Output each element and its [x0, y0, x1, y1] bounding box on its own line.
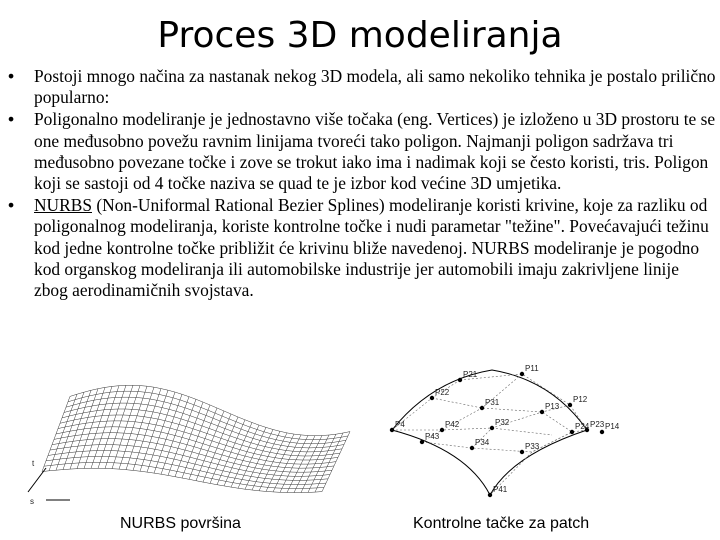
- control-point: [540, 410, 544, 414]
- bullet-item: [8, 66, 716, 108]
- control-points: [390, 364, 620, 497]
- control-point: [568, 403, 572, 407]
- control-point-label: P31: [485, 398, 500, 407]
- bullet-list: [8, 66, 716, 302]
- control-point: [420, 440, 424, 444]
- control-point: [570, 430, 574, 434]
- control-point: [470, 446, 474, 450]
- bullet-icon: •: [8, 66, 15, 86]
- control-point-label: P32: [495, 418, 510, 427]
- bullet-icon: •: [8, 109, 15, 130]
- control-point: [520, 372, 524, 376]
- control-point: [600, 430, 604, 434]
- bullet-icon: •: [8, 195, 15, 216]
- control-point: [488, 493, 492, 497]
- control-point-label: P23: [590, 420, 605, 429]
- control-point-label: P42: [445, 420, 460, 429]
- control-point: [440, 428, 444, 432]
- bullet-item: [8, 195, 716, 301]
- control-point-label: P13: [545, 402, 560, 411]
- left-figure-caption: NURBS površina: [120, 515, 241, 532]
- nurbs-link[interactable]: NURBS: [34, 195, 92, 216]
- surface-wireframe: [42, 385, 350, 492]
- control-point-label: P11: [525, 364, 539, 373]
- bullet-text: (Non-Uniformal Rational Bezier Splines) modeliranje koristi krivine, koje za razliku od poligonalnog modeliranja, koriste kontrolne točke i nudi parametar "težine". Povećavajući težinu kod jedne kontrolne točke približit će krivinu bliže navedenoj. NURBS modeliranje je pogodno kod organskog modeliranja ili automobilske industrije jer automobili imaju zakrivljene linije zbog aerodinamičnih svojstava.: [34, 195, 709, 301]
- bullet-text: Postoji mnogo načina za nastanak nekog 3D modela, ali samo nekoliko tehnika je postalo prilično popularno:: [34, 66, 716, 108]
- control-point-label: P4: [395, 420, 405, 429]
- control-point: [430, 396, 434, 400]
- patch-outline: [392, 370, 587, 495]
- s-axis-label: s: [30, 497, 34, 506]
- t-axis-icon: [28, 468, 46, 492]
- right-figure-caption: Kontrolne tačke za patch: [413, 515, 590, 532]
- control-point-label: P21: [463, 370, 478, 379]
- control-point-label: P34: [475, 438, 490, 447]
- control-point: [458, 378, 462, 382]
- bullet-text: Poligonalno modeliranje je jednostavno više točaka (eng. Vertices) je izloženo u 3D prostoru te se one međusobno povežu ravnim linijama tvoreći tako poligon. Najmanji poligon sadržava tri međusobno povezane točke i zove se trokut iako ima i nadimak koji se često koristi, tris. Poligon koji se sastoji od 4 točke naziva se quad te je izbor kod većine 3D umjetika.: [34, 109, 716, 194]
- control-point-label: P41: [493, 485, 508, 494]
- control-point-label: P14: [605, 422, 620, 431]
- control-points-image: [372, 360, 620, 510]
- control-point-label: P43: [425, 432, 440, 441]
- control-point-label: P33: [525, 442, 540, 451]
- bullet-item: [8, 109, 716, 194]
- control-point-label: P12: [573, 395, 588, 404]
- control-point-label: P24: [575, 422, 590, 431]
- t-axis-label: t: [32, 459, 35, 468]
- slide-title: Proces 3D modeliranja: [157, 15, 563, 56]
- control-point: [480, 406, 484, 410]
- nurbs-surface-image: [22, 380, 352, 512]
- control-point: [520, 450, 524, 454]
- control-net: [392, 374, 587, 495]
- control-point: [490, 426, 494, 430]
- control-point: [390, 428, 394, 432]
- control-point-label: P22: [435, 388, 450, 397]
